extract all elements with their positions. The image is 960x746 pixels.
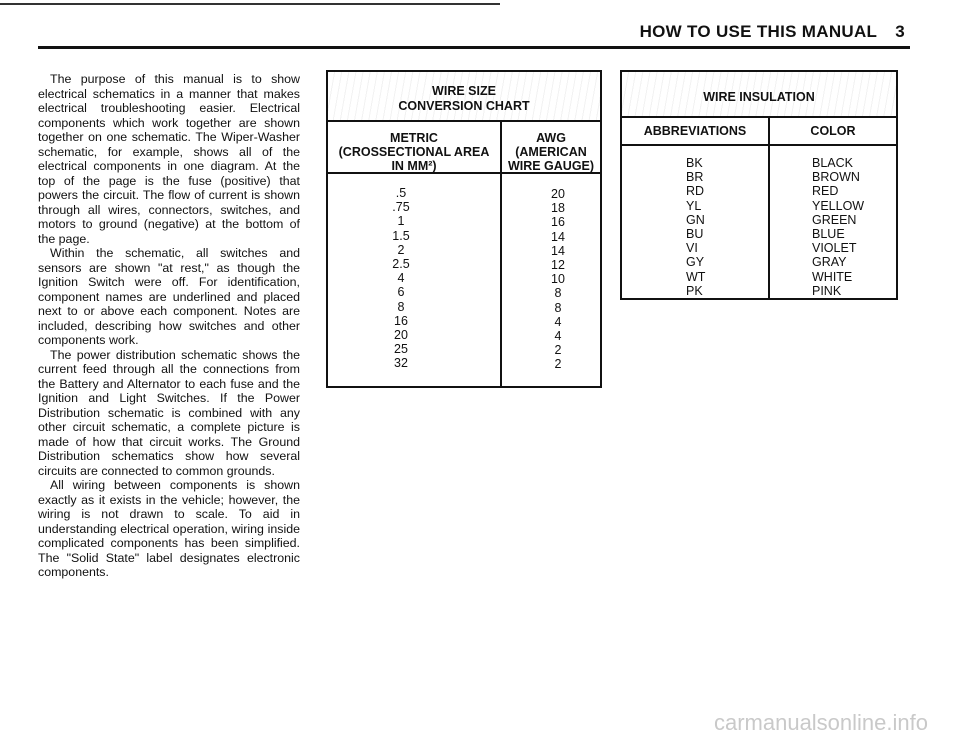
awg-value: 18 [551, 201, 565, 216]
chart-title [328, 72, 600, 122]
page-header [640, 22, 905, 42]
abbreviation: VI [686, 241, 698, 256]
awg-value: 2 [554, 357, 562, 372]
abbreviation: GY [686, 255, 705, 270]
color-name: BLACK [812, 156, 853, 170]
awg-value: 10 [551, 272, 565, 287]
awg-column [500, 122, 600, 386]
metric-value: 25 [394, 342, 408, 357]
metric-value: 8 [397, 299, 405, 314]
watermark: carmanualsonline.info [713, 710, 928, 735]
metric-value: 2 [397, 242, 405, 257]
header-line: (AMERICAN [515, 145, 587, 159]
top-decorative-line [0, 3, 500, 5]
metric-column [328, 122, 500, 386]
abbreviation: WT [686, 269, 706, 284]
abbreviation-values [622, 146, 768, 298]
paragraph: The purpose of this manual is to show electrical schematics in a manner that makes electrical troubleshooting easier. Electrical components which work together are shown together on one schematic. The Wiper-Washer schematic, for example, shows all of the electrical components in one diagram. At the top of the page is the fuse (positive) that powers the circuit. The flow of current is shown through all wires, connectors, switches, and motors to ground (negative) at the bottom of the page. [38, 72, 300, 246]
body-text [38, 72, 300, 580]
awg-value: 8 [554, 300, 562, 315]
awg-value: 14 [551, 229, 565, 244]
metric-value: .75 [392, 200, 410, 215]
header-line: WIRE GAUGE) [507, 159, 595, 173]
awg-values [502, 174, 600, 372]
metric-value: 2.5 [392, 257, 410, 272]
color-name: RED [812, 184, 839, 199]
awg-value: 8 [554, 286, 562, 301]
paragraph: All wiring between components is shown exactly as it exists in the vehicle; however, the wiring is not drawn to scale. To aid in understanding electrical operation, wiring inside complicated components has been simplified. The "Solid State" label designates electronic components. [38, 478, 300, 579]
awg-value: 4 [554, 314, 562, 329]
metric-value: 32 [394, 356, 408, 371]
color-name: GREEN [812, 212, 857, 227]
page-number: 3 [895, 22, 905, 41]
paragraph: The power distribution schematic shows the current feed through all the connections from the Battery and Alternator to each fuse and the Ignition and Light Switches. If the Power Distribution schematic is combined with any other circuit schematic, a complete picture is made of how that circuit works. The Ground Distribution schematics show how several circuits are connected to common grounds. [38, 347, 300, 478]
color-name: YELLOW [812, 198, 865, 213]
metric-value: .5 [395, 186, 407, 200]
page-title: HOW TO USE THIS MANUAL [639, 22, 878, 41]
wire-insulation-chart [620, 70, 898, 300]
color-name: VIOLET [812, 241, 857, 256]
awg-value: 4 [554, 329, 562, 344]
color-name: PINK [812, 283, 842, 298]
awg-value: 2 [554, 343, 562, 358]
abbreviation-header: ABBREVIATIONS [622, 118, 768, 146]
color-name: WHITE [812, 269, 853, 284]
abbreviation-column [622, 118, 768, 298]
header-line: AWG [536, 131, 566, 145]
awg-value: 16 [551, 215, 565, 230]
metric-value: 16 [394, 313, 408, 328]
metric-value: 4 [397, 271, 405, 286]
color-name: BROWN [812, 170, 860, 185]
chart-title: WIRE INSULATION [622, 72, 896, 118]
color-column [768, 118, 896, 298]
metric-value: 6 [397, 285, 405, 300]
abbreviation: RD [686, 184, 705, 199]
awg-header [502, 122, 600, 174]
abbreviation: BR [686, 170, 704, 185]
metric-value: 1.5 [392, 228, 410, 243]
header-line: IN MM²) [391, 159, 437, 173]
abbreviation: BK [686, 156, 703, 170]
metric-value: 20 [394, 328, 408, 343]
header-rule [38, 46, 910, 49]
metric-values [328, 174, 500, 371]
metric-value: 1 [397, 214, 405, 229]
chart-title-line: CONVERSION CHART [398, 99, 530, 113]
awg-value: 12 [551, 258, 565, 273]
metric-header [328, 122, 500, 174]
color-name: BLUE [812, 227, 845, 242]
header-line: (CROSSECTIONAL AREA [338, 145, 490, 159]
header-line: METRIC [390, 131, 438, 145]
paragraph: Within the schematic, all switches and sensors are shown "at rest," as though the Ignition Switch were off. For identification, component names are underlined and placed next to or above each component. Notes are included, describing how switches and other components work. [38, 246, 300, 347]
color-header: COLOR [770, 118, 896, 146]
color-name: GRAY [812, 255, 847, 270]
chart-title-line: WIRE SIZE [432, 84, 496, 98]
wire-size-conversion-chart [326, 70, 602, 388]
abbreviation: GN [686, 212, 705, 227]
awg-value: 20 [551, 187, 565, 201]
abbreviation: YL [686, 198, 702, 213]
awg-value: 14 [551, 243, 565, 258]
color-values [770, 146, 896, 298]
abbreviation: BU [686, 227, 704, 242]
abbreviation: PK [686, 283, 703, 298]
